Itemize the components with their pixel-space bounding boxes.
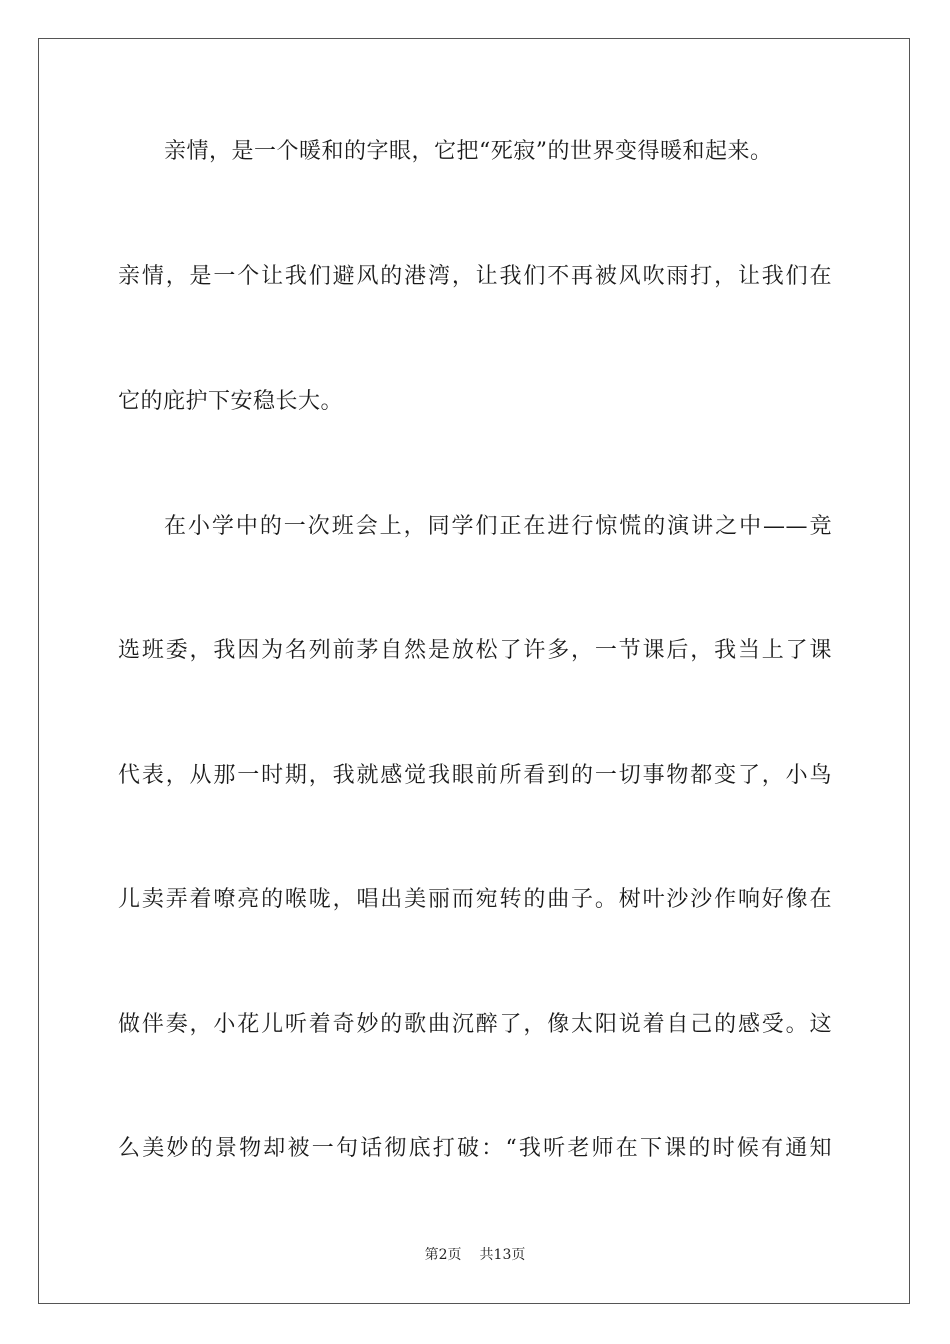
page-number: 第2页 bbox=[424, 1247, 462, 1263]
paragraph-line: 亲情，是一个让我们避风的港湾，让我们不再被风吹雨打，让我们在 bbox=[118, 264, 832, 289]
paragraph-line: 么美妙的景物却被一句话彻底打破：“我听老师在下课的时候有通知 bbox=[118, 1136, 832, 1161]
paragraph-line: 做伴奏，小花儿听着奇妙的歌曲沉醉了，像太阳说着自己的感受。这 bbox=[118, 1012, 832, 1037]
paragraph-line: 选班委，我因为名列前茅自然是放松了许多，一节课后，我当上了课 bbox=[118, 638, 832, 663]
paragraph-line: 亲情，是一个暖和的字眼，它把“死寂”的世界变得暖和起来。 bbox=[164, 139, 773, 164]
paragraph-line: 它的庇护下安稳长大。 bbox=[118, 389, 344, 414]
paragraph-line: 在小学中的一次班会上，同学们正在进行惊慌的演讲之中——竞 bbox=[164, 514, 832, 539]
page-total: 共13页 bbox=[479, 1247, 526, 1263]
paragraph-line: 代表，从那一时期，我就感觉我眼前所看到的一切事物都变了，小鸟 bbox=[118, 763, 832, 788]
page-border bbox=[38, 38, 910, 1304]
page-footer bbox=[0, 1246, 950, 1264]
paragraph-line: 儿卖弄着嘹亮的喉咙，唱出美丽而宛转的曲子。树叶沙沙作响好像在 bbox=[118, 887, 832, 912]
